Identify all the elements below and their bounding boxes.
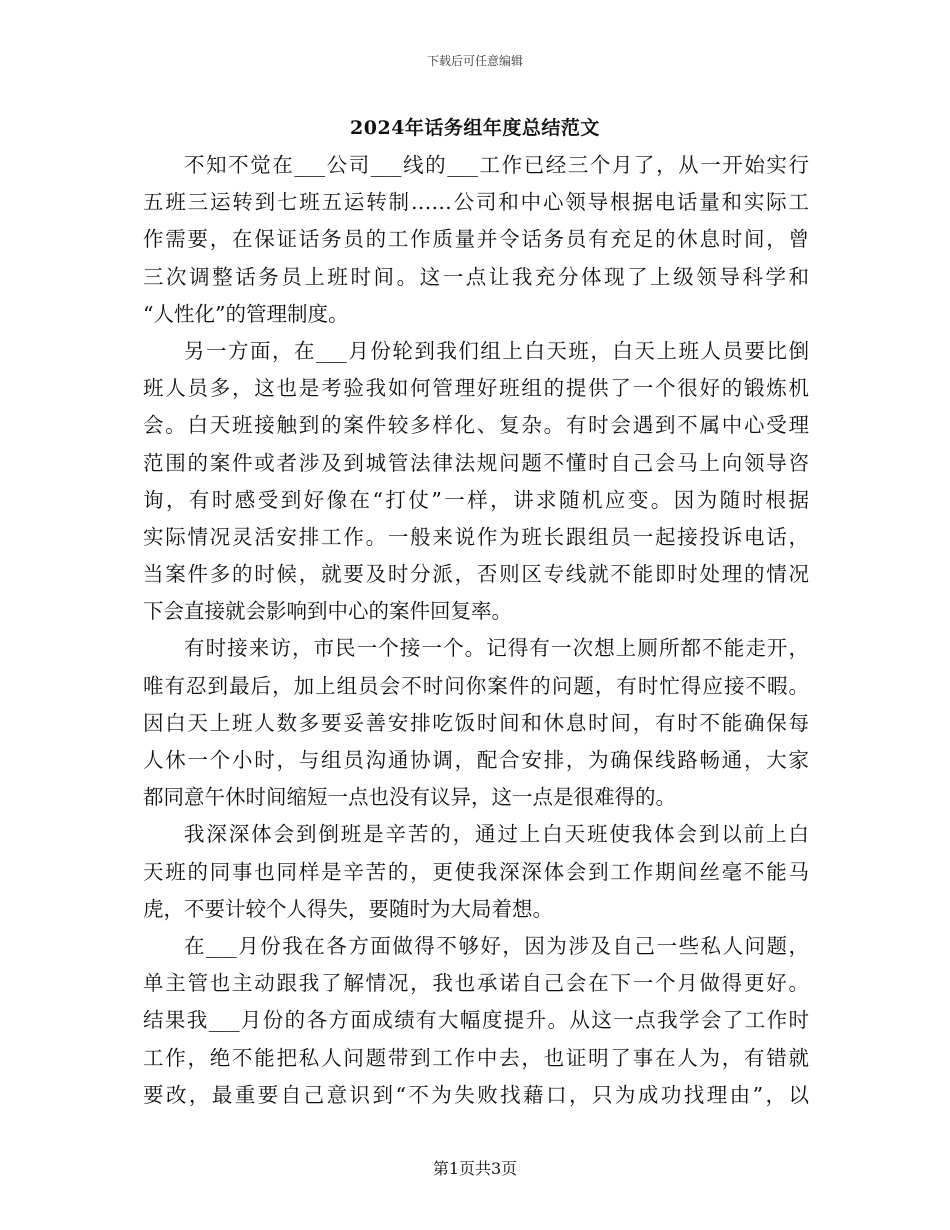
paragraph-line: 人休一个小时，与组员沟通协调，配合安排，为确保线路畅通，大家 [143, 748, 809, 772]
paragraph-line: 唯有忍到最后，加上组员会不时问你案件的问题，有时忙得应接不暇。 [143, 673, 809, 698]
paragraph-line: 三次调整话务员上班时间。这一点让我充分体现了上级领导科学和 [143, 264, 809, 289]
paragraph-line: 都同意午休时间缩短一点也没有议异，这一点是很难得的。 [143, 785, 676, 810]
paragraph-line: 单主管也主动跟我了解情况，我也承诺自己会在下一个月做得更好。 [143, 971, 809, 996]
paragraph-line: 结果我___月份的各方面成绩有大幅度提升。从这一点我学会了工作时 [143, 1008, 809, 1033]
paragraph-line: 有时接来访，市民一个接一个。记得有一次想上厕所都不能走开， [184, 636, 809, 661]
paragraph-line: 要改，最重要自己意识到“不为失败找藉口，只为成功找理由”，以 [143, 1082, 809, 1107]
paragraph-line: 当案件多的时候，就要及时分派，否则区专线就不能即时处理的情况 [143, 562, 809, 587]
page-header-note: 下载后可任意编辑 [426, 54, 523, 68]
document-body [143, 147, 809, 1114]
paragraph-line: 范围的案件或者涉及到城管法律法规问题不懂时自己会马上向领导咨 [143, 450, 809, 475]
paragraph-line: 作需要，在保证话务员的工作质量并令话务员有充足的休息时间，曾 [143, 227, 809, 252]
paragraph-line: 五班三运转到七班五运转制……公司和中心领导根据电话量和实际工 [143, 190, 809, 215]
page-number: 第1页共3页 [432, 1159, 518, 1178]
paragraph-line: 因白天上班人数多要妥善安排吃饭时间和休息时间，有时不能确保每 [143, 710, 809, 735]
document-title: 2024年话务组年度总结范文 [350, 117, 600, 139]
paragraph-line: 虎，不要计较个人得失，要随时为大局着想。 [143, 896, 553, 921]
paragraph-line: 下会直接就会影响到中心的案件回复率。 [143, 599, 512, 624]
paragraph-line: “人性化”的管理制度。 [143, 301, 349, 326]
paragraph-line: 班人员多，这也是考验我如何管理好班组的提供了一个很好的锻炼机 [143, 376, 809, 401]
paragraph-line: 询，有时感受到好像在“打仗”一样，讲求随机应变。因为随时根据 [143, 487, 809, 512]
paragraph-line: 我深深体会到倒班是辛苦的，通过上白天班使我体会到以前上白 [184, 822, 809, 847]
paragraph-line: 会。白天班接触到的案件较多样化、复杂。有时会遇到不属中心受理 [143, 413, 809, 438]
paragraph-line: 实际情况灵活安排工作。一般来说作为班长跟组员一起接投诉电话， [143, 524, 809, 549]
paragraph-line: 天班的同事也同样是辛苦的，更使我深深体会到工作期间丝毫不能马 [143, 859, 809, 884]
paragraph-line: 在___月份我在各方面做得不够好，因为涉及自己一些私人问题， [184, 933, 809, 958]
paragraph-line: 工作，绝不能把私人问题带到工作中去，也证明了事在人为，有错就 [143, 1045, 809, 1070]
paragraph-line: 另一方面，在___月份轮到我们组上白天班，白天上班人员要比倒 [184, 338, 809, 363]
paragraph-line: 不知不觉在___公司___线的___工作已经三个月了，从一开始实行 [184, 153, 809, 177]
